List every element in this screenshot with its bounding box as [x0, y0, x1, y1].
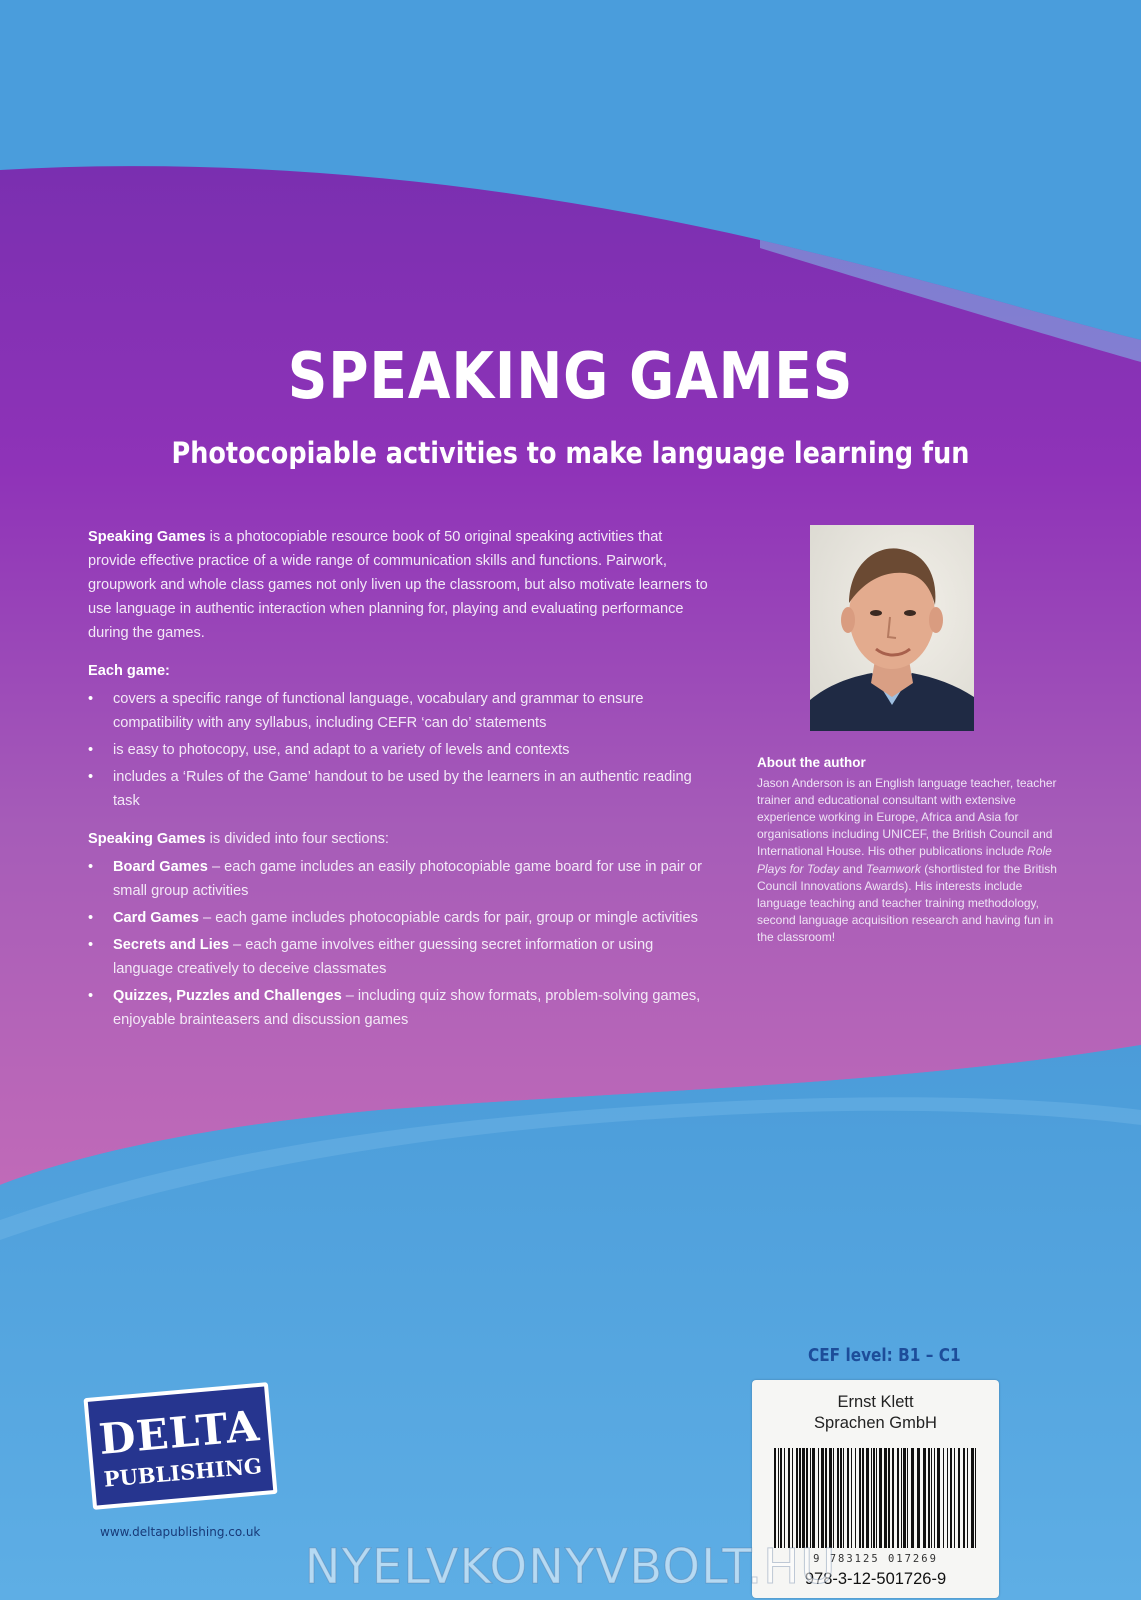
barcode-bar	[943, 1448, 944, 1548]
barcode-bar	[778, 1448, 779, 1548]
intro-text: is a photocopiable resource book of 50 original speaking activities that provide effective practice of a wide range of communication skills and functions. Pairwork, groupwork and whole class games not only liven up the classroom, but also motivate learners to use language in authentic interaction when planning for, playing and evaluating performance during the games.	[88, 529, 708, 641]
list-item	[88, 687, 713, 735]
bullet-icon: •	[88, 742, 94, 758]
delta-publishing-logo	[83, 1382, 277, 1510]
watermark: NYELVKONYVBOLT.HU	[304, 1539, 837, 1595]
book-title: SPEAKING GAMES	[287, 340, 854, 414]
barcode-bar	[821, 1448, 824, 1548]
bullet-icon: •	[88, 691, 94, 707]
each-game-heading: Each game:	[88, 663, 170, 679]
barcode-bar	[788, 1448, 790, 1548]
logo-box	[83, 1382, 277, 1510]
barcode-bar	[871, 1448, 872, 1548]
list-item	[88, 855, 713, 903]
barcode-bar	[963, 1448, 965, 1548]
barcode-bar	[975, 1448, 976, 1548]
barcode-bar	[903, 1448, 906, 1548]
section-desc: – each game includes an easily photocopiable game board for use in pair or small group activities	[113, 859, 702, 899]
barcode-bar	[837, 1448, 839, 1548]
section-desc: – each game involves either guessing secret information or using language creatively to deceive classmates	[113, 937, 654, 977]
barcode-bar	[954, 1448, 955, 1548]
section-name: Board Games	[113, 859, 208, 875]
each-game-list	[88, 687, 713, 813]
barcode-bar	[947, 1448, 948, 1548]
bullet-icon: •	[88, 769, 94, 785]
intro-paragraph	[88, 525, 713, 645]
author-photo	[810, 525, 974, 731]
barcode-bar	[806, 1448, 808, 1548]
book-subtitle: Photocopiable activities to make language learning fun	[171, 436, 970, 470]
barcode-bar	[934, 1448, 935, 1548]
barcode-bar	[859, 1448, 861, 1548]
book-title-teamwork: Teamwork	[865, 861, 921, 876]
barcode-bar	[873, 1448, 875, 1548]
barcode-bar	[907, 1448, 908, 1548]
list-item	[88, 933, 713, 981]
barcode-bar	[780, 1448, 782, 1548]
barcode-bar	[825, 1448, 827, 1548]
author-text-part: (shortlisted for the British Council Innovations Awards). His interests include language teaching and teacher training methodology, second language acquisition research and having fun in the classroom!	[757, 861, 1057, 944]
list-item-text: is easy to photocopy, use, and adapt to a variety of levels and contexts	[113, 742, 570, 758]
barcode-bar	[799, 1448, 801, 1548]
barcode-bar	[784, 1448, 785, 1548]
barcode-bar	[862, 1448, 864, 1548]
barcode-bar	[917, 1448, 920, 1548]
distributor-line-1: Ernst Klett	[837, 1393, 914, 1411]
barcode-bar	[967, 1448, 968, 1548]
bullet-icon: •	[88, 937, 94, 953]
barcode-bar	[855, 1448, 856, 1548]
distributor-line-2: Sprachen GmbH	[814, 1414, 937, 1432]
list-item	[88, 738, 713, 762]
barcode-bar	[884, 1448, 887, 1548]
barcode-bar	[950, 1448, 952, 1548]
barcode-bar	[851, 1448, 852, 1548]
distributor-name	[752, 1392, 999, 1434]
about-author	[757, 754, 1062, 946]
sections-intro	[88, 827, 713, 851]
barcode-bar	[833, 1448, 834, 1548]
author-portrait-icon	[810, 525, 974, 731]
bullet-icon: •	[88, 988, 94, 1004]
barcode-bar	[812, 1448, 815, 1548]
cef-level: CEF level: B1 – C1	[808, 1345, 961, 1366]
barcode-bar	[843, 1448, 844, 1548]
description-column	[88, 525, 713, 1046]
list-item	[88, 765, 713, 813]
logo-text-delta: DELTA	[96, 1401, 262, 1464]
barcode-bar	[931, 1448, 932, 1548]
barcode-bar	[888, 1448, 890, 1548]
sections-intro-text: is divided into four sections:	[205, 831, 389, 847]
barcode-digits: 9 783125 017269	[813, 1553, 938, 1565]
section-name: Secrets and Lies	[113, 937, 229, 953]
barcode-bar	[879, 1448, 882, 1548]
barcode-bar	[958, 1448, 960, 1548]
barcode-bar	[796, 1448, 798, 1548]
barcode-bar	[866, 1448, 869, 1548]
barcode-bar	[911, 1448, 914, 1548]
barcode-bar	[840, 1448, 842, 1548]
barcode-bar	[897, 1448, 899, 1548]
publisher-website: www.deltapublishing.co.uk	[100, 1525, 261, 1539]
list-item-text: covers a specific range of functional language, vocabulary and grammar to ensure compatibility with any syllabus, including CEFR ‘can do’ statements	[113, 691, 644, 731]
barcode-bar	[810, 1448, 811, 1548]
barcode-bar	[818, 1448, 819, 1548]
section-name: Card Games	[113, 910, 199, 926]
list-item-text: includes a ‘Rules of the Game’ handout to be used by the learners in an authentic reading task	[113, 769, 692, 809]
logo-text-publishing: PUBLISHING	[102, 1453, 263, 1492]
list-item	[88, 984, 713, 1032]
barcode-bar	[971, 1448, 974, 1548]
barcode-bar	[892, 1448, 894, 1548]
section-desc: – including quiz show formats, problem-solving games, enjoyable brainteasers and discussion games	[113, 988, 701, 1028]
section-name: Quizzes, Puzzles and Challenges	[113, 988, 342, 1004]
author-text-part: and	[839, 861, 866, 876]
barcode-bar	[829, 1448, 832, 1548]
barcode-bar	[937, 1448, 940, 1548]
barcode-bar	[928, 1448, 930, 1548]
barcode-bar	[802, 1448, 805, 1548]
bullet-icon: •	[88, 859, 94, 875]
barcode-bar	[876, 1448, 877, 1548]
barcode-bar	[923, 1448, 926, 1548]
book-title-role-plays: Role Plays for Today	[757, 844, 1052, 876]
intro-bold: Speaking Games	[88, 529, 206, 545]
barcode-bar	[901, 1448, 902, 1548]
barcode-bar	[774, 1448, 776, 1548]
section-desc: – each game includes photocopiable cards for pair, group or mingle activities	[198, 910, 698, 926]
bullet-icon: •	[88, 910, 94, 926]
sections-list	[88, 855, 713, 1032]
isbn: 978-3-12-501726-9	[804, 1570, 947, 1588]
barcode-bar	[792, 1448, 793, 1548]
about-author-text	[757, 775, 1062, 946]
author-text-part: Jason Anderson is an English language teacher, teacher trainer and educational consultant with extensive experience working in Europe, Africa and Asia for organisations including UNICEF, the British Council and International House. His other publications include	[757, 776, 1057, 859]
sections-intro-bold: Speaking Games	[88, 831, 206, 847]
about-author-heading: About the author	[757, 755, 866, 770]
barcode-bar	[847, 1448, 849, 1548]
list-item	[88, 906, 713, 930]
